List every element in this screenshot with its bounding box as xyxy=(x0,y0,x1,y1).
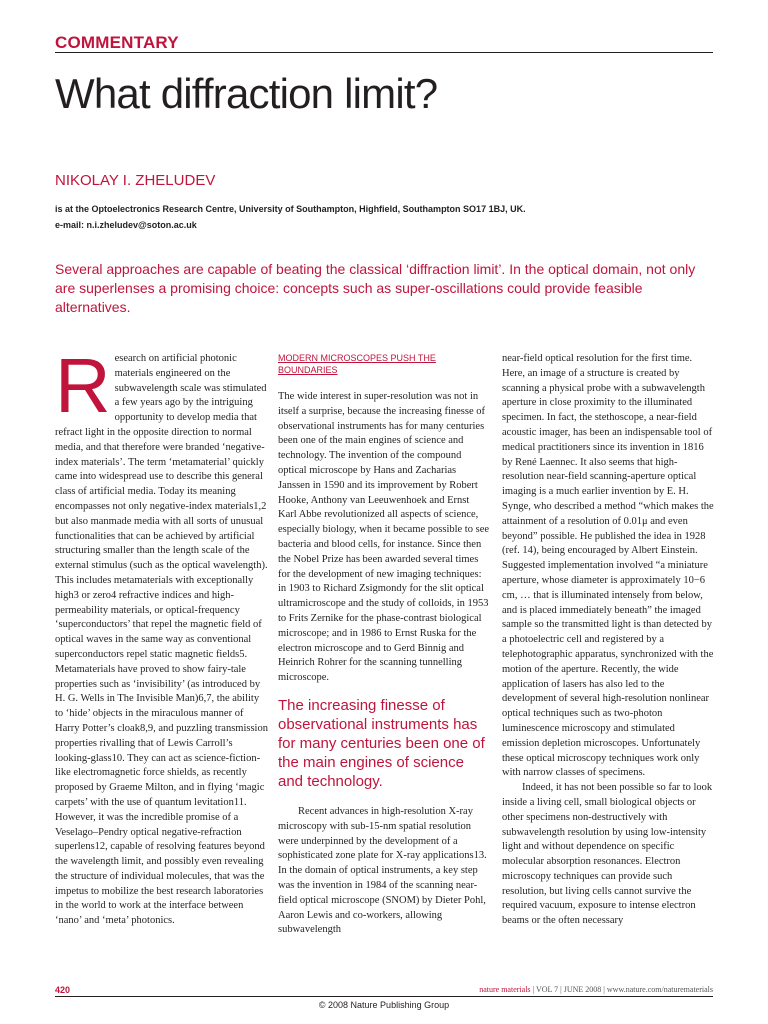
footer-rule xyxy=(55,996,713,997)
page-number: 420 xyxy=(55,985,71,995)
author-affiliation: is at the Optoelectronics Research Centre, University of Southampton, Highfield, Southampton SO17 1BJ, UK. xyxy=(55,204,526,214)
body-column-3 xyxy=(502,352,714,929)
journal-footer xyxy=(479,985,713,994)
drop-cap: R xyxy=(55,343,111,429)
body-paragraph: The wide interest in super-resolution was not in itself a surprise, because the increasing finesse of observational instruments has for many centuries been one of the main engines of science and technology. The invention of the compound optical microscope by Hans and Zacharias Janssen in 1590 and its improvement by Robert Hooke, Anthony van Leeuwenhoek and Ernst Karl Abbe revolutionized all aspects of science, especially biology, when it became possible to see bacteria and blood cells, for instance. Since then the Nobel Prize has been awarded several times for the development of new imaging techniques: in 1903 to Richard Zsigmondy for the slit optical ultramicroscope and the study of colloids, in 1953 to Frits Zernike for the phase-contrast biological microscope; and in 1986 to Ernst Ruska for the electron microscope and to Gerd Binnig and Heinrich Rohrer for the scanning tunnelling microscope. xyxy=(278,391,490,684)
body-column-1 xyxy=(55,343,269,929)
issue-info: | VOL 7 | JUNE 2008 | www.nature.com/naturematerials xyxy=(530,985,713,994)
body-paragraph: near-field optical resolution for the first time. Here, an image of a structure is created by scanning a physical probe with a subwavelength aperture in close proximity to the illuminated specimen. In fact, the stethoscope, a near-field acoustic imager, has been an indispensable tool of medical practitioners since its invention in 1816 by René Laennec. It also seems that high-resolution near-field scanning-aperture optical imaging is a much earlier invention by E. H. Synge, who described a method “which makes the attainment of a resolution of 0.01μ and even beyond” possible. He published the idea in 1928 (ref. 14), being encouraged by Albert Einstein. Suggested implementation involved “a miniature aperture, whose diameter is approximately 10−6 cm, … that is illuminated intensely from below, and is placed immediately beneath” the imaged sample so the transmitted light is than detected by a photoelectric cell and registered by a telephotographic apparatus, synchronized with the motion of the aperture. Recently, the wide application of lasers has also led to the development of several high-resolution nonlinear optical techniques such as two-photon luminescence microscopy and stimulated emission depletion microscopes. Unfortunately these optical microscopy techniques work only with narrow classes of specimens. xyxy=(502,353,714,779)
journal-name: nature materials xyxy=(479,985,531,994)
section-label: COMMENTARY xyxy=(55,33,179,52)
standfirst: Several approaches are capable of beating the classical ‘diffraction limit’. In the optical domain, not only are superlenses a promising choice: concepts such as super-oscillations could provide feasible alternatives. xyxy=(55,261,696,315)
body-paragraph: Recent advances in high-resolution X-ray microscopy with sub-15-nm spatial resolution were underpinned by the development of a sophisticated zone plate for X-ray applications13. In the domain of optical instruments, a key step was the invention in 1984 of the scanning near-field optical microscope (SNOM) by Dieter Pohl, Aaron Lewis and co-workers, allowing subwavelength xyxy=(278,805,487,936)
body-paragraph: Indeed, it has not been possible so far to look inside a living cell, small biological objects or other specimens non-destructively with subwavelength resolution by using low-intensity light and without dependence on specific molecular absorption resonances. Electron microscopy techniques can provide such resolution, but living cells cannot survive the required vacuum, exposure to intense electron beams or the often necessary xyxy=(502,782,713,927)
section-subhead: MODERN MICROSCOPES PUSH THE BOUNDARIES xyxy=(278,353,436,375)
copyright-notice: © 2008 Nature Publishing Group xyxy=(318,1000,450,1010)
pull-quote: The increasing finesse of observational instruments has for many centuries been one of the main engines of science and technology. xyxy=(278,696,485,790)
body-column-2 xyxy=(278,352,490,938)
article-title: What diffraction limit? xyxy=(55,70,438,117)
body-paragraph: esearch on artificial photonic materials engineered on the subwavelength scale was stimulated a few years ago by the intriguing opportunity to develop media that refract light in the opposite direction to normal media, and that therefore were branded ‘negative-index materials’. The term ‘metamaterial’ quickly came into widespread use to describe this general class of artificial media. Today its meaning encompasses not only negative-index materials1,2 but also manmade media with all sorts of unusual functionalities that can be achieved by artificial structuring smaller than the length scale of the external stimulus (such as the optical wavelength). This includes metamaterials with exceptionally high3 or zero4 refractive indices and high-permeability materials, or optical-frequency ‘superconductors’ that repel the magnetic field of optical waves in the same way as conventional superconductors repel static magnetic fields5. Metamaterials have proved to show fairy-tale properties such as ‘invisibility’ (as introduced by H. G. Wells in The Invisible Man)6,7, the ability to ‘hide’ objects in the miraculous manner of Harry Potter’s cloak8,9, and puzzling transmission properties rivalling that of Lewis Carroll’s looking-glass10. They can act as science-fiction-like electromagnetic force shields, as recently proposed by Graeme Milton, and in flying ‘magic carpets’ with the use of quantum levitation11. However, it was the incredible promise of a Veselago–Pendry optical negative-refraction superlens12, capable of resolving features beyond the wavelength limit, and possibly even revealing the structure of individual molecules, that was the impetus to mobilize the best research laboratories in the world to work at the interface between ‘nano’ and ‘meta’ photonics. xyxy=(55,353,268,927)
author-email: e-mail: n.i.zheludev@soton.ac.uk xyxy=(55,220,197,230)
section-rule xyxy=(55,52,713,53)
author-name: NIKOLAY I. ZHELUDEV xyxy=(55,172,216,189)
